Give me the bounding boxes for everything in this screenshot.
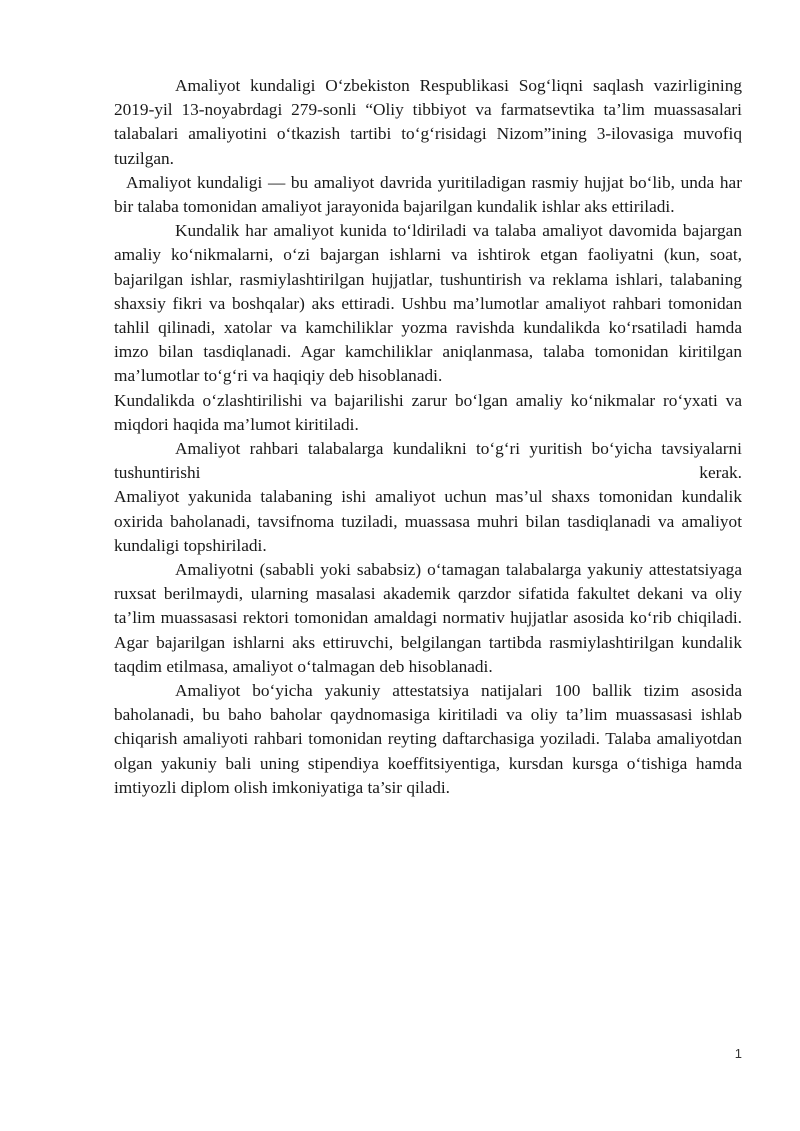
paragraph-3: Kundalik har amaliyot kunida to‘ldiriladi va talaba amaliyot davomida bajargan amaliy ko‘nikmalarni, o‘zi bajargan ishlarni va ishtirok etgan faoliyatni (kun, soat, bajarilgan ishlar, rasmiylashtirilgan hujjatlar, tushuntirish va reklama ishlari, talabaning shaxsiy fikri va boshqalar) aks ettiradi. Ushbu ma’lumotlar amaliyot rahbari tomonidan tahlil qilinadi, xatolar va kamchiliklar yozma ravishda kundalikda ko‘rsatiladi hamda imzo bilan tasdiqlanadi. Agar kamchiliklar aniqlanmasa, talaba tomonidan kiritilgan ma’lumotlar to‘g‘ri va haqiqiy deb hisoblanadi. bbox=[114, 221, 742, 386]
paragraph-6: Amaliyot yakunida talabaning ishi amaliyot uchun mas’ul shaxs tomonidan kundalik oxirida baholanadi, tavsifnoma tuziladi, muassasa muhri bilan tasdiqlanadi va amaliyot kundaligi topshiriladi. bbox=[114, 487, 742, 555]
paragraph-7: Amaliyotni (sababli yoki sababsiz) o‘tamagan talabalarga yakuniy attestatsiyaga ruxsat berilmaydi, ularning masalasi akademik qarzdor sifatida fakultet dekani va oliy ta’lim muassasasi rektori tomonidan amaldagi normativ hujjatlar asosida ko‘rib chiqiladi. bbox=[114, 560, 742, 628]
paragraph-1: Amaliyot kundaligi O‘zbekiston Respublikasi Sog‘liqni saqlash vazirligining 2019-yil 13-noyabrdagi 279-sonli “Oliy tibbiyot va farmatsevtika ta’lim muassasalari talabalari amaliyotini o‘tkazish tartibi to‘g‘risidagi Nizom”ining 3-ilovasiga muvofiq tuzilgan. bbox=[114, 76, 742, 168]
paragraph-4: Kundalikda o‘zlashtirilishi va bajarilishi zarur bo‘lgan amaliy ko‘nikmalar ro‘yxati va miqdori haqida ma’lumot kiritiladi. bbox=[114, 390, 742, 434]
paragraph-8: Agar bajarilgan ishlarni aks ettiruvchi, belgilangan tartibda rasmiylashtirilgan kundalik taqdim etilmasa, amaliyot o‘talmagan deb hisoblanadi. bbox=[114, 632, 742, 676]
page-number: 1 bbox=[734, 1046, 742, 1061]
document-body bbox=[114, 74, 742, 800]
paragraph-5: Amaliyot rahbari talabalarga kundalikni to‘g‘ri yuritish bo‘yicha tavsiyalarni tushuntirishi kerak. bbox=[114, 439, 742, 483]
paragraph-9: Amaliyot bo‘yicha yakuniy attestatsiya natijalari 100 ballik tizim asosida baholanadi, bu baho baholar qaydnomasiga kiritiladi va oliy ta’lim muassasasi ishlab chiqarish amaliyoti rahbari tomonidan reyting daftarchasiga yoziladi. Talaba amaliyotdan olgan yakuniy bali uning stipendiya koeffitsiyentiga, kursdan kursga o‘tishiga hamda imtiyozli diplom olish imkoniyatiga ta’sir qiladi. bbox=[114, 681, 742, 797]
paragraph-2: Amaliyot kundaligi — bu amaliyot davrida yuritiladigan rasmiy hujjat bo‘lib, unda har bir talaba tomonidan amaliyot jarayonida bajarilgan kundalik ishlar aks ettiriladi. bbox=[114, 172, 742, 217]
